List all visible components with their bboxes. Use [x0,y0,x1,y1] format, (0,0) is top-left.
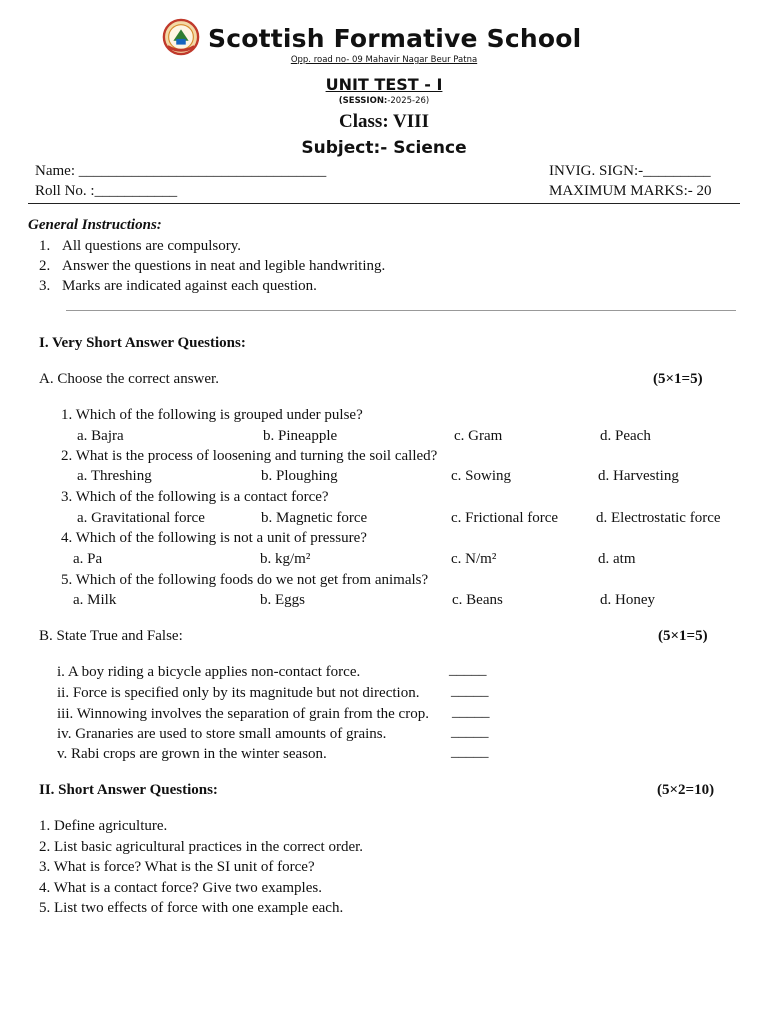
test-title: UNIT TEST - I [325,75,443,94]
answer-blank: _____ [451,724,489,740]
invig-sign-field: INVIG. SIGN:-_________ [549,163,711,179]
mcq-option: b. Eggs [260,592,305,608]
true-false-item: iii. Winnowing involves the separation of grain from the crop. [57,706,429,722]
mcq-option: b. Pineapple [263,428,338,444]
session-label: (SESSION: [338,96,388,106]
short-answer-question: 1. Define agriculture. [39,818,168,834]
class-line: Class: VIII [339,111,429,132]
instructions-divider [66,310,736,311]
mcq-option: a. Pa [73,551,103,567]
mcq-question: 3. Which of the following is a contact force? [61,489,329,505]
instruction-text: Marks are indicated against each question. [62,278,317,294]
mcq-option: b. kg/m² [260,551,311,567]
session [0,96,768,106]
subject-line: Subject:- Science [301,138,467,158]
true-false-item: iv. Granaries are used to store small amounts of grains. [57,726,387,742]
mcq-question: 4. Which of the following is not a unit of pressure? [61,530,367,546]
mcq-option: a. Milk [73,592,117,608]
mcq-question: 1. Which of the following is grouped under pulse? [61,407,363,423]
instruction-number: 1. [39,238,51,254]
mcq-option: a. Gravitational force [77,510,205,526]
section1-title: I. Very Short Answer Questions: [39,335,246,351]
mcq-option: d. atm [598,551,636,567]
section2-marks: (5×2=10) [657,782,715,798]
max-marks: MAXIMUM MARKS:- 20 [549,183,712,199]
instruction-item [39,278,317,295]
mcq-option: d. Honey [600,592,655,608]
mcq-option: c. Gram [454,428,503,444]
short-answer-question: 4. What is a contact force? Give two examples. [39,880,322,896]
mcq-option: c. Beans [452,592,503,608]
mcq-option: c. N/m² [451,551,497,567]
answer-blank: _____ [452,704,490,720]
instructions-title: General Instructions: [28,217,162,233]
partA-marks: (5×1=5) [653,371,703,387]
school-name: Scottish Formative School [208,24,582,53]
answer-blank: _____ [449,662,487,678]
mcq-question: 5. Which of the following foods do we not get from animals? [61,572,429,588]
partA-title: A. Choose the correct answer. [39,371,219,387]
mcq-option: c. Sowing [451,468,511,484]
short-answer-question: 5. List two effects of force with one example each. [39,900,344,916]
true-false-item: v. Rabi crops are grown in the winter season. [57,746,327,762]
short-answer-question: 2. List basic agricultural practices in the correct order. [39,839,364,855]
true-false-item: i. A boy riding a bicycle applies non-contact force. [57,664,361,680]
answer-blank: _____ [451,744,489,760]
true-false-item: ii. Force is specified only by its magnitude but not direction. [57,685,420,701]
partB-marks: (5×1=5) [658,628,708,644]
school-address: Opp. road no- 09 Mahavir Nagar Beur Patna [290,55,478,65]
mcq-question: 2. What is the process of loosening and turning the soil called? [61,448,438,464]
mcq-option: d. Electrostatic force [596,510,721,526]
instruction-text: Answer the questions in neat and legible handwriting. [62,258,386,274]
mcq-option: d. Peach [600,428,651,444]
section2-title: II. Short Answer Questions: [39,782,218,798]
instruction-item [39,238,241,255]
mcq-option: d. Harvesting [598,468,679,484]
name-field: Name: _________________________________ [35,163,327,179]
instruction-text: All questions are compulsory. [62,238,241,254]
school-logo [162,18,200,56]
session-value: -2025-26) [387,96,430,106]
mcq-option: b. Ploughing [261,468,338,484]
roll-field: Roll No. :___________ [35,183,178,199]
mcq-option: a. Threshing [77,468,152,484]
mcq-option: c. Frictional force [451,510,559,526]
mcq-option: a. Bajra [77,428,124,444]
partB-title: B. State True and False: [39,628,183,644]
header-divider [28,203,740,204]
instruction-number: 3. [39,278,51,294]
answer-blank: _____ [451,683,489,699]
mcq-option: b. Magnetic force [261,510,368,526]
short-answer-question: 3. What is force? What is the SI unit of force? [39,859,315,875]
instruction-item [39,258,385,275]
instruction-number: 2. [39,258,51,274]
